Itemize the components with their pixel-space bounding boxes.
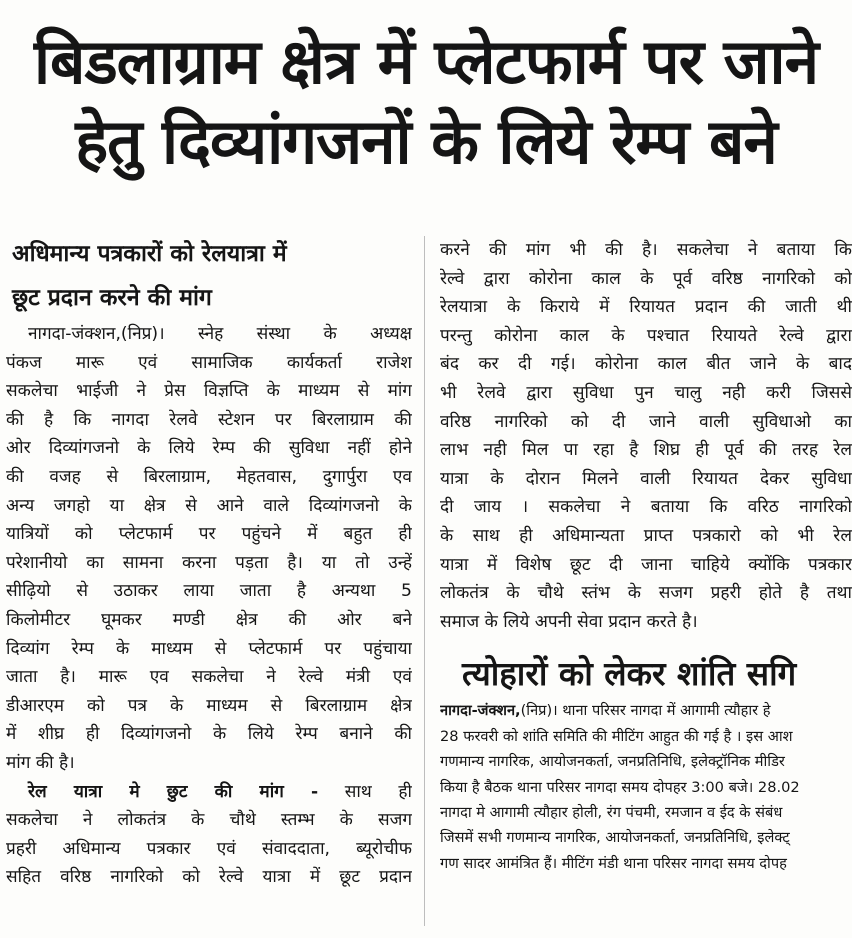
text-line: दिव्यांग रेम्प के माध्यम से प्लेटफार्म पर पहुंचाया (6, 638, 412, 659)
text-line: की है कि नागदा रेलवे स्टेशन पर बिरलाग्राम की (6, 409, 412, 430)
text-line: किलोमीटर घूमकर मण्डी क्षेत्र की ओर बने (6, 609, 412, 630)
text-line: यात्रा में विशेष छूट दी जाना चाहिये क्योंकि पत्रकार (440, 554, 852, 575)
text-line: लोकतंत्र के चौथे स्तंभ के सजग प्रहरी होते है तथा (440, 583, 852, 604)
story2-body (440, 724, 852, 876)
story1-para2-body (6, 806, 412, 892)
story2-dateline: नागदा-जंक्शन, (440, 702, 521, 720)
text-line: में शीघ्र ही दिव्यांगजनो के लिये रेम्प बनाने की (6, 724, 412, 745)
text-line: करने की मांग भी की है। सकलेचा ने बताया कि (440, 240, 852, 260)
story1-right-column (440, 236, 852, 876)
text-line: सहित वरिष्ठ नागरिको को रेल्वे यात्रा में छूट प्रदान (6, 867, 412, 888)
text-line: डीआरएम को पत्र के माध्यम से बिरलाग्राम क्षेत्र (6, 695, 412, 716)
text-line: यात्रा के दोरान मिलने वाली रियायत देकर सुविधा (440, 468, 852, 489)
story2-first-line (440, 698, 852, 723)
text-line: वरिष्ठ नागरिको को दी जाने वाली सुविधाओ का (440, 411, 852, 432)
text-line: नागदा-जंक्शन,(निप्र)। स्नेह संस्था के अध्यक्ष (28, 324, 412, 344)
story1-para2-first-line (6, 778, 412, 807)
text-line: परेशानीयो का सामना करना पड़ता है। या तो उन्हें (6, 552, 412, 573)
text-line: जिसमें सभी गणमान्य नागरिक, आयोजनकर्ता, जनप्रतिनिधि, इलेक्ट् (440, 829, 790, 847)
text-line: रेलयात्रा के किराये में रियायत प्रदान की जाती थी (440, 297, 852, 318)
text-line: लाभ नही मिल पा रहा है शिघ्र ही पूर्व की तरह रेल (440, 440, 852, 461)
text-line: सकलेचा ने लोकतंत्र के चौथे स्तम्भ के सजग (6, 810, 412, 831)
text-line: गण सादर आमंत्रित हैं। मीटिंग मंडी थाना परिसर नागदा समय दोपह (440, 854, 787, 872)
text-line: समाज के लिये अपनी सेवा प्रदान करते है। (440, 611, 698, 632)
text-line: ओर दिव्यांगजनो के लिये रेम्प की सुविधा नहीं होने (6, 438, 412, 459)
text-line: बंद कर दी गई। कोरोना काल बीत जाने के बाद (440, 354, 852, 375)
text-line: किया है बैठक थाना परिसर नागदा समय दोपहर 3:00 बजे। 28.02 (440, 778, 800, 796)
story1-left-column (6, 232, 412, 892)
story1-body-right (440, 236, 852, 636)
story1-para2-first-rest: साथ ही (318, 781, 412, 802)
story2-first-rest: (निप्र)। थाना परिसर नागदा में आगामी त्यौहार हे (520, 702, 771, 720)
column-divider (424, 236, 425, 926)
text-line: अन्य जगहो या क्षेत्र से आने वाले दिव्यांगजनो के (6, 495, 412, 516)
text-line: सकलेचा भाईजी ने प्रेस विज्ञप्ति के माध्यम से मांग (6, 381, 412, 402)
text-line: भी रेलवे द्वारा सुविधा पुन चालु नही करी जिससे (440, 382, 852, 403)
text-line: नागदा मे आगामी त्यौहार होली, रंग पंचमी, रमजान व ईद के संबंध (440, 803, 783, 821)
text-line: जाता है। मारू एव सकलेचा ने रेल्वे मंत्री एवं (6, 667, 412, 688)
text-line: की वजह से बिरलाग्राम, मेहतवास, दुगार्पुरा एव (6, 466, 412, 487)
text-line: यात्रियों को प्लेटफार्म पर पहुंचने में बहुत ही (6, 524, 412, 545)
text-line: गणमान्य नागरिक, आयोजनकर्ता, जनप्रतिनिधि, इलेक्ट्रॉनिक मीडिर (440, 753, 785, 771)
text-line: के साथ ही अधिमान्यता प्राप्त पत्रकारो को भी रेल (440, 525, 852, 546)
text-line: 28 फरवरी को शांति समिति की मीटिंग आहुत की गई है । इस आश (440, 727, 793, 745)
text-line: दी जाय । सकलेचा ने बताया कि वरिठ नागरिको (440, 497, 852, 518)
headline-line-1: बिडलाग्राम क्षेत्र में प्लेटफार्म पर जाने (34, 25, 818, 98)
headline-line-2: हेतु दिव्यांगजनों के लिये रेम्प बने (75, 105, 777, 178)
story1-body-left (6, 320, 412, 778)
main-headline (0, 22, 852, 182)
text-line: रेल्वे द्वारा कोरोना काल के पूर्व वरिष्ठ नागरिको को (440, 268, 852, 289)
story1-subhead-line-2: छूट प्रदान करने की मांग (12, 285, 212, 311)
text-line: प्रहरी अधिमान्य पत्रकार एवं संवाददाता, ब्यूरोचीफ (6, 838, 412, 859)
story1-subhead-line-1: अधिमान्य पत्रकारों को रेलयात्रा में (12, 241, 287, 267)
text-line: पंकज मारू एवं सामाजिक कार्यकर्ता राजेश (6, 352, 412, 373)
text-line: मांग की है। (6, 752, 75, 773)
story2-headline: त्योहारों को लेकर शांति सगि (462, 654, 797, 694)
story1-para2-lead: रेल यात्रा मे छुट की मांग - (28, 781, 319, 802)
text-line: परन्तु कोरोना काल के पश्चात रियायते रेल्वे द्वारा (440, 325, 852, 346)
text-line: सीढ़ियो से उठाकर लाया जाता है अन्यथा 5 (6, 581, 412, 602)
